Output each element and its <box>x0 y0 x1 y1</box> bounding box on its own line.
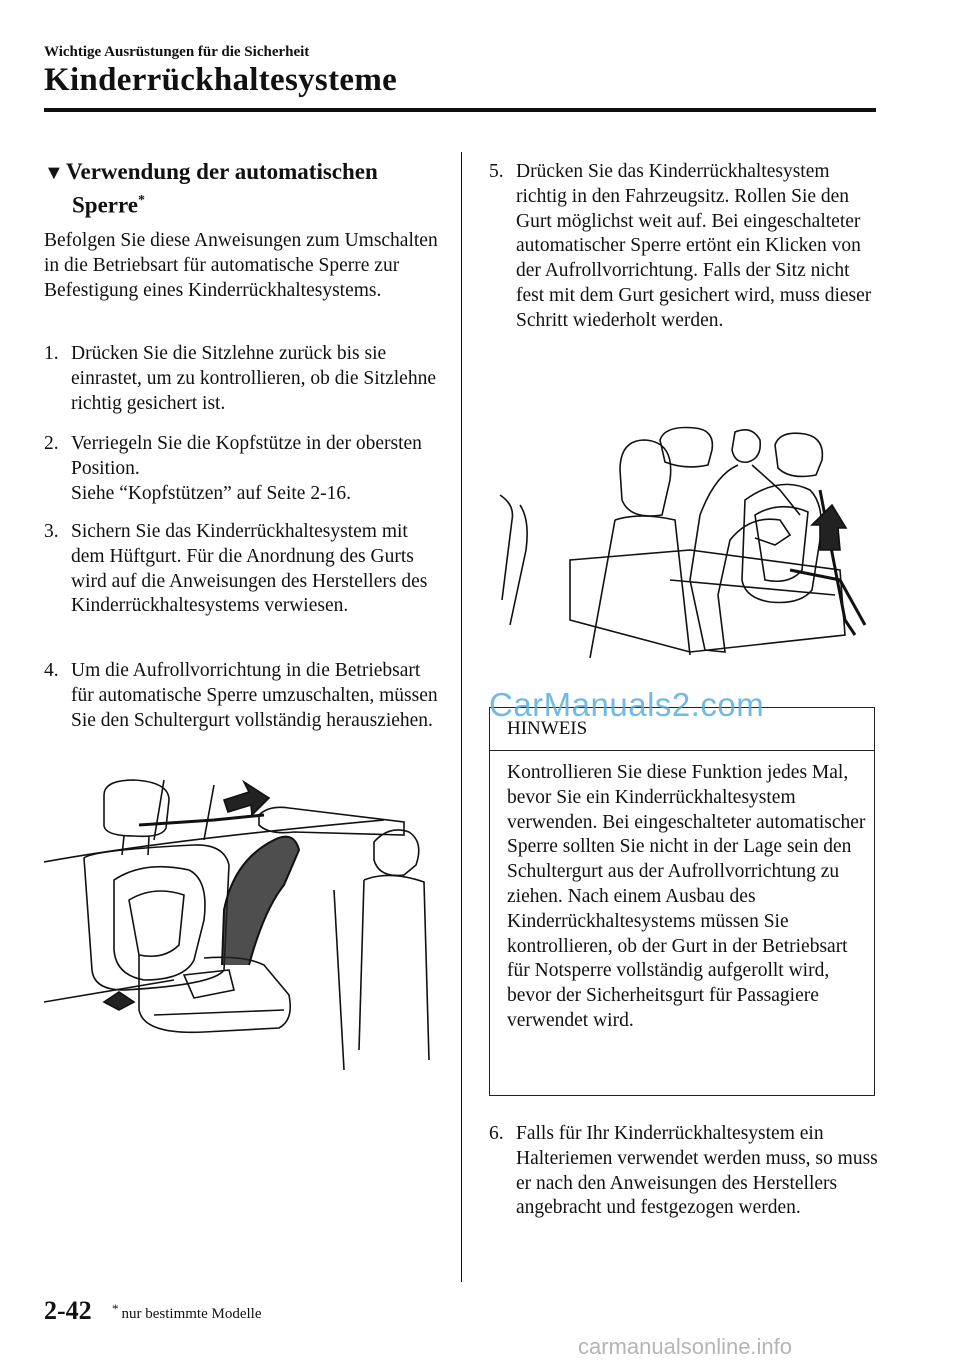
section-title-line2: Sperre <box>72 192 139 218</box>
section-title-line1: Verwendung der automatischen <box>66 159 378 184</box>
column-divider <box>461 152 462 1282</box>
step-item <box>489 160 879 390</box>
step-number: 5. <box>489 161 504 182</box>
step-item <box>489 1122 879 1252</box>
step-text: Verriegeln Sie die Kopfstütze in der obersten Position. <box>71 433 422 479</box>
step-number: 1. <box>44 343 59 364</box>
watermark-carmanualsonline: carmanualsonline.info <box>578 1334 793 1359</box>
note-box <box>489 707 875 1096</box>
step-text: Sichern Sie das Kinderrückhaltesystem mit dem Hüftgurt. Für die Anordnung des Gurts wird auf die Anweisungen des Herstellers des Kinderrückhaltesystems verwiesen. <box>71 521 428 617</box>
note-body: Kontrollieren Sie diese Funktion jedes Mal, bevor Sie ein Kinderrückhaltesystem verwenden. Bei eingeschalteter automatischer Sperre sollten Sie nicht in der Lage sein den Schultergurt aus der Aufrollvorrichtung zu ziehen. Nach einem Ausbau des Kinderrückhaltesystems müssen Sie kontrollieren, ob der Gurt in der Betriebsart für Notsperre vollständig aufgerollt wird, bevor der Sicherheitsgurt für Passagiere verwendet wird. <box>507 762 866 1031</box>
section-star-icon: * <box>138 193 146 208</box>
watermark-carmanuals2: CarManuals2.com <box>489 686 765 723</box>
step-text: Drücken Sie die Sitzlehne zurück bis sie einrastet, um zu kontrollieren, ob die Sitzlehne richtig gesichert ist. <box>71 343 436 414</box>
footnote-star-icon: * <box>112 1301 119 1316</box>
step-text: Falls für Ihr Kinderrückhaltesystem ein Halteriemen verwendet werden muss, so muss er nach den Anweisungen des Herstellers angebracht und festgezogen werden. <box>516 1123 878 1219</box>
note-label: HINWEIS <box>507 718 588 739</box>
step-reference: Siehe “Kopfstützen” auf Seite 2-16. <box>71 482 351 504</box>
intro-paragraph: Befolgen Sie diese Anweisungen zum Umschalten in die Betriebsart für automatische Sperre zur Befestigung eines Kinderrückhaltesystems. <box>44 230 438 301</box>
step-item <box>44 342 444 422</box>
step-item <box>44 659 444 769</box>
page-number: 2-42 <box>44 1296 92 1325</box>
step-number: 4. <box>44 660 59 681</box>
footnote-text: nur bestimmte Modelle <box>121 1306 262 1322</box>
step-number: 6. <box>489 1123 504 1144</box>
press-child-seat-illustration <box>490 420 870 665</box>
section-triangle-icon: ▼ <box>44 162 64 184</box>
shoulder-belt-illustration <box>44 770 439 1070</box>
footnote <box>112 1301 262 1323</box>
step-item <box>44 520 444 650</box>
step-text: Um die Aufrollvorrichtung in die Betriebsart für automatische Sperre umzuschalten, müssen Sie den Schultergurt vollständig herausziehen. <box>71 660 438 731</box>
step-text: Drücken Sie das Kinderrückhaltesystem richtig in den Fahrzeugsitz. Rollen Sie den Gurt möglichst weit auf. Bei eingeschalteter automatischer Sperre ertönt ein Klicken von der Aufrollvorrichtung. Falls der Sitz nicht fest mit dem Gurt gesichert wird, muss dieser Schritt wiederholt werden. <box>516 161 872 331</box>
page-title: Kinderrückhaltesysteme <box>44 62 398 98</box>
step-item <box>44 432 444 512</box>
chapter-subtitle: Wichtige Ausrüstungen für die Sicherheit <box>44 44 310 60</box>
step-number: 3. <box>44 521 59 542</box>
section-heading <box>44 158 444 220</box>
header-rule <box>44 108 876 112</box>
step-number: 2. <box>44 433 59 454</box>
